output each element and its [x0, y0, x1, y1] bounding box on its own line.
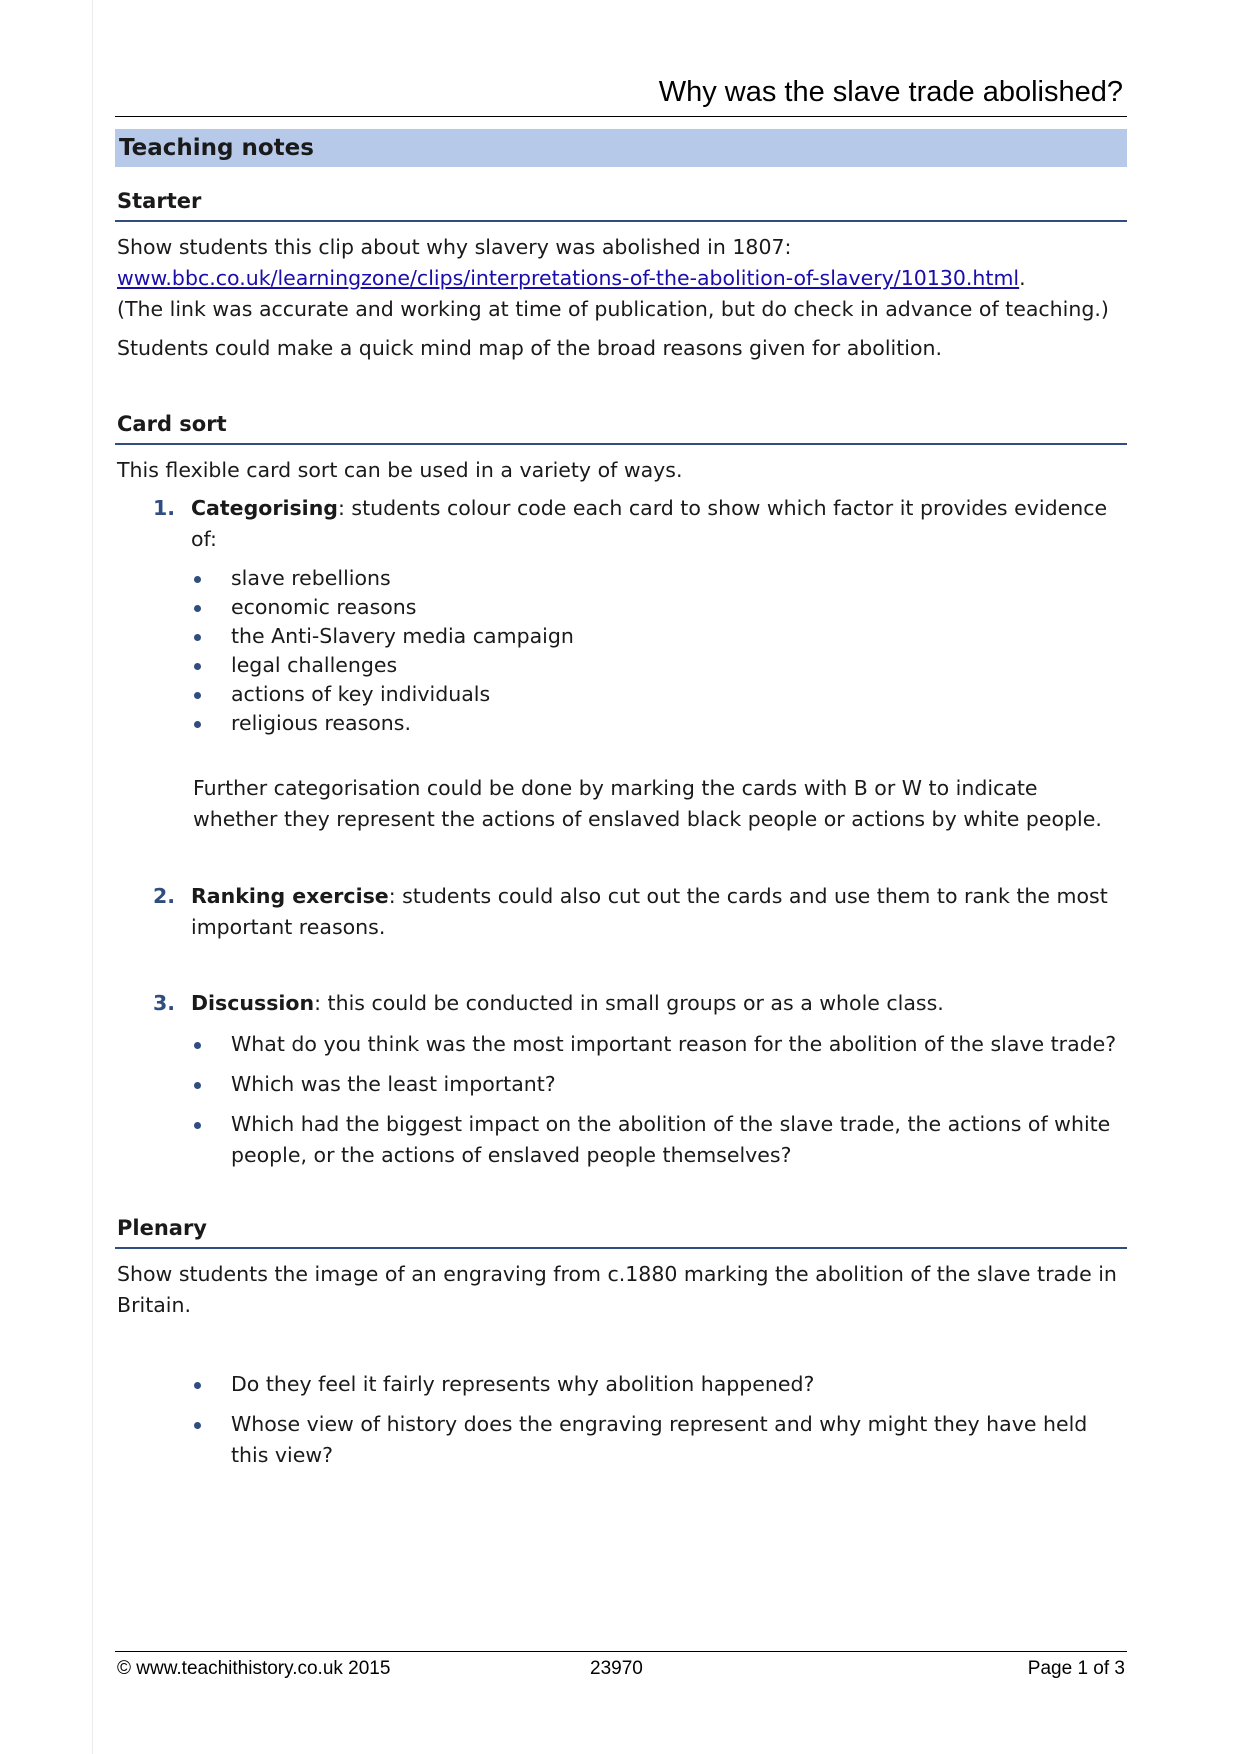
bbc-clip-link[interactable]: www.bbc.co.uk/learningzone/clips/interpretations-of-the-abolition-of-slavery/10130.html — [117, 265, 1020, 290]
starter-note: (The link was accurate and working at time of publication, but do check in advance of teaching.) — [117, 296, 1109, 321]
list-item: actions of key individuals — [115, 679, 1127, 710]
starter-link-suffix: . — [1019, 265, 1026, 290]
footer-page-number: Page 1 of 3 — [1027, 1658, 1125, 1679]
categorisation-extra: Further categorisation could be done by marking the cards with B or W to indicate whether they represent the actions of enslaved black people or actions by white people. — [193, 775, 1102, 831]
teaching-notes-banner: Teaching notes — [115, 129, 1127, 167]
document-title: Why was the slave trade abolished? — [115, 60, 1127, 117]
discussion-question-list — [115, 1029, 1127, 1171]
footer-resource-id: 23970 — [590, 1658, 643, 1679]
list-number: 3. — [153, 990, 176, 1015]
starter-intro: Show students this clip about why slavery was abolished in 1807: — [117, 234, 792, 259]
plenary-question-list — [115, 1369, 1127, 1471]
item-term: Categorising — [191, 495, 338, 520]
card-sort-item-categorising — [115, 493, 1127, 555]
list-item: slave rebellions — [115, 563, 1127, 594]
starter-link-line — [115, 263, 1127, 294]
list-item: Which was the least important? — [115, 1069, 1127, 1100]
item-text: : students could also cut out the cards and use them to rank the most important reasons. — [191, 883, 1108, 939]
list-item: legal challenges — [115, 650, 1127, 681]
page-footer — [115, 1651, 1127, 1679]
list-number: 2. — [153, 883, 176, 908]
item-text: : students colour code each card to show which factor it provides evidence of: — [191, 495, 1108, 551]
list-item: Which had the biggest impact on the abolition of the slave trade, the actions of white people, or the actions of enslaved people themselves? — [115, 1109, 1127, 1171]
document-page — [115, 60, 1127, 1471]
categorising-factor-list — [115, 563, 1127, 739]
list-item: Whose view of history does the engraving represent and why might they have held this view? — [115, 1409, 1127, 1471]
item-term: Ranking exercise — [191, 883, 389, 908]
list-number: 1. — [153, 495, 176, 520]
list-item: Do they feel it fairly represents why abolition happened? — [115, 1369, 1127, 1400]
list-item: economic reasons — [115, 592, 1127, 623]
list-item: religious reasons. — [115, 708, 1127, 739]
list-item: What do you think was the most important reason for the abolition of the slave trade? — [115, 1029, 1127, 1060]
card-sort-item-discussion — [115, 988, 1127, 1019]
starter-heading: Starter — [115, 189, 1127, 222]
plenary-heading: Plenary — [115, 1216, 1127, 1249]
page-margin-rule — [92, 0, 93, 1754]
item-text: : this could be conducted in small groups or as a whole class. — [314, 990, 944, 1015]
footer-copyright: © www.teachithistory.co.uk 2015 — [117, 1658, 391, 1679]
list-item: the Anti-Slavery media campaign — [115, 621, 1127, 652]
starter-mindmap: Students could make a quick mind map of the broad reasons given for abolition. — [117, 335, 942, 360]
plenary-intro: Show students the image of an engraving from c.1880 marking the abolition of the slave trade in Britain. — [117, 1262, 1117, 1318]
card-sort-intro: This flexible card sort can be used in a variety of ways. — [117, 457, 683, 482]
item-term: Discussion — [191, 990, 315, 1015]
card-sort-heading: Card sort — [115, 412, 1127, 445]
card-sort-item-ranking — [115, 881, 1127, 943]
